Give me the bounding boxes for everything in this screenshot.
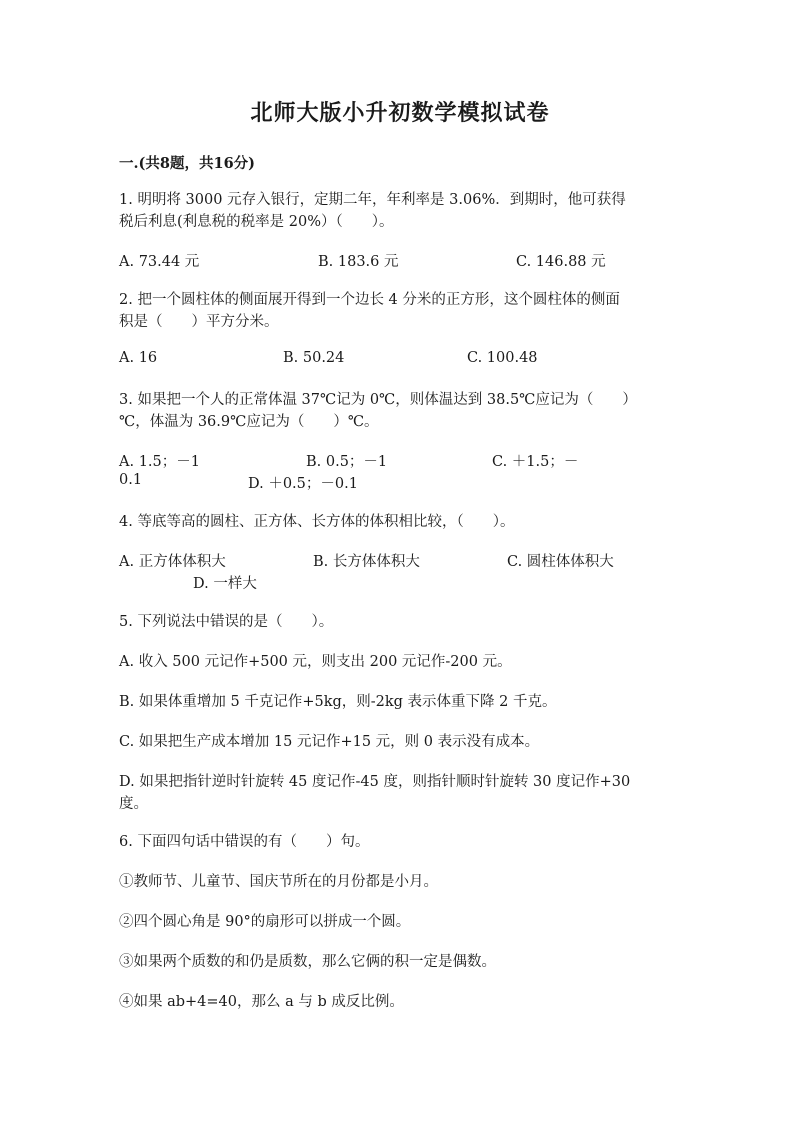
question-1-option-c: C. 146.88 元	[516, 254, 606, 270]
question-2-option-a: A. 16	[119, 350, 158, 366]
question-2-line-1: 2. 把一个圆柱体的侧面展开得到一个边长 4 分米的正方形，这个圆柱体的侧面	[119, 292, 620, 308]
question-4-option-a: A. 正方体体积大	[119, 554, 226, 570]
question-4-option-d: D. 一样大	[193, 576, 257, 592]
section-header: 一.(共8题，共16分)	[119, 155, 256, 172]
question-6-statement-4: ④如果 ab+4=40，那么 a 与 b 成反比例。	[119, 994, 404, 1010]
question-5-statement-c: C. 如果把生产成本增加 15 元记作+15 元，则 0 表示没有成本。	[119, 734, 540, 750]
question-3-line-1: 3. 如果把一个人的正常体温 37℃记为 0℃，则体温达到 38.5℃应记为（ ）	[119, 392, 637, 408]
question-2-line-2: 积是（ ）平方分米。	[119, 314, 279, 330]
question-2-option-b: B. 50.24	[283, 350, 345, 366]
question-3-option-c: C. ＋1.5；－	[492, 454, 579, 470]
question-4-option-b: B. 长方体体积大	[313, 554, 420, 570]
question-1-line-2: 税后利息(利息税的税率是 20%）（ ）。	[119, 214, 394, 230]
question-6-statement-3: ③如果两个质数的和仍是质数，那么它俩的积一定是偶数。	[119, 954, 496, 970]
question-5-line-1: 5. 下列说法中错误的是（ ）。	[119, 614, 334, 630]
question-1-option-a: A. 73.44 元	[119, 254, 200, 270]
question-4-line-1: 4. 等底等高的圆柱、正方体、长方体的体积相比较，（ ）。	[119, 514, 515, 530]
question-5-statement-b: B. 如果体重增加 5 千克记作+5kg，则-2kg 表示体重下降 2 千克。	[119, 694, 557, 710]
question-3-option-b: B. 0.5；－1	[306, 454, 388, 470]
question-1-line-1: 1. 明明将 3000 元存入银行，定期二年，年利率是 3.06%．到期时，他可获得	[119, 192, 626, 208]
question-5-statement-d-continued: 度。	[119, 796, 148, 812]
question-5-statement-a: A. 收入 500 元记作+500 元，则支出 200 元记作-200 元。	[119, 654, 512, 670]
question-4-option-c: C. 圆柱体体积大	[507, 554, 614, 570]
question-6-statement-1: ①教师节、儿童节、国庆节所在的月份都是小月。	[119, 874, 438, 890]
question-3-option-a: A. 1.5；－1	[119, 454, 200, 470]
question-2-option-c: C. 100.48	[467, 350, 538, 366]
question-3-line-2: ℃，体温为 36.9℃应记为（ ）℃。	[119, 414, 379, 430]
question-5-statement-d: D. 如果把指针逆时针旋转 45 度记作-45 度，则指针顺时针旋转 30 度记作+30	[119, 774, 631, 790]
question-1-option-b: B. 183.6 元	[318, 254, 399, 270]
question-6-statement-2: ②四个圆心角是 90°的扇形可以拼成一个圆。	[119, 914, 411, 930]
question-3-option-c-continued: 0.1	[119, 472, 143, 488]
exam-title: 北师大版小升初数学模拟试卷	[250, 100, 550, 126]
question-6-line-1: 6. 下面四句话中错误的有（ ）句。	[119, 834, 370, 850]
question-3-option-d: D. ＋0.5；－0.1	[248, 476, 358, 492]
